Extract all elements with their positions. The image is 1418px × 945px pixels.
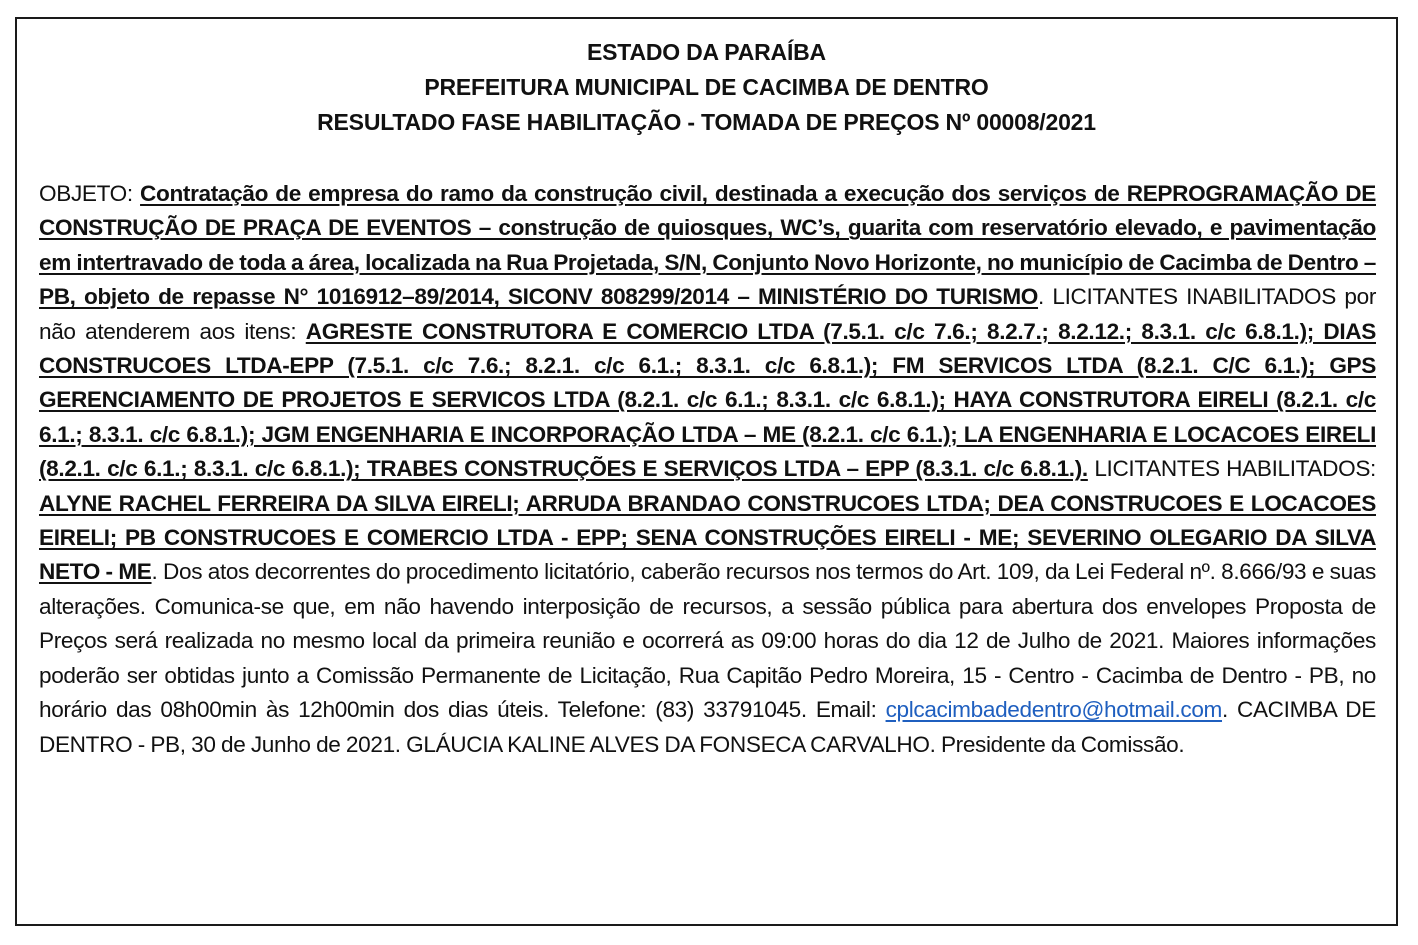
objeto-text: Contratação de empresa do ramo da construção civil, destinada a execução dos serviços de REPROGRAMAÇÃO DE CONSTRUÇÃO DE PRAÇA DE EVENTOS – construção de quiosques, WC’s, guarita com reservatório elevado, e pavimentação em intertravado de toda a área, localizada na Rua Projetada, S/N, Conjunto Novo Horizonte, no município de Cacimba de Dentro – PB, objeto de repasse N° 1016912–89/2014, SICONV 808299/2014 – MINISTÉRIO DO TURISMO xyxy=(39,181,1376,310)
inabilitados-list: AGRESTE CONSTRUTORA E COMERCIO LTDA (7.5.1. c/c 7.6.; 8.2.7.; 8.2.12.; 8.3.1. c/c 6.8.1.); DIAS CONSTRUCOES LTDA-EPP (7.5.1. c/c 7.6.; 8.2.1. c/c 6.1.; 8.3.1. c/c 6.8.1.); FM SERVICOS LTDA (8.2.1. C/C 6.1.); GPS GERENCIAMENTO DE PROJETOS E SERVICOS LTDA (8.2.1. c/c 6.1.; 8.3.1. c/c 6.8.1.); HAYA CONSTRUTORA EIRELI (8.2.1. c/c 6.1.; 8.3.1. c/c 6.8.1.); JGM ENGENHARIA E INCORPORAÇÃO LTDA – ME (8.2.1. c/c 6.1.); LA ENGENHARIA E LOCACOES EIRELI (8.2.1. c/c 6.1.; 8.3.1. c/c 6.8.1.); TRABES CONSTRUÇÕES E SERVIÇOS LTDA – EPP (8.3.1. c/c 6.8.1.). xyxy=(39,318,1376,482)
notice-border xyxy=(15,17,1398,926)
habilitados-label: LICITANTES HABILITADOS: xyxy=(1087,456,1376,482)
objeto-label: OBJETO: xyxy=(39,181,141,206)
closing-text: . Dos atos decorrentes do procedimento licitatório, caberão recursos nos termos do Art. 109, da Lei Federal nº. 8.666/93 e suas alterações. Comunica-se que, em não havendo interposição de recursos, a sessão pública para abertura dos envelopes Proposta de Preços será realizada no mesmo local da primeira reunião e ocorrerá as 09:00 horas do dia 12 de Julho de 2021. Maiores informações poderão ser obtidas junto a Comissão Permanente de Licitação, Rua Capitão Pedro Moreira, 15 - Centro - Cacimba de Dentro - PB, no horário das 08h00min às 12h00min dos dias úteis. Telefone: (83) 33791045. Email: xyxy=(39,559,1376,723)
inabilitados-label: . LICITANTES INABILITADOS por não atenderem aos itens: xyxy=(39,284,1376,344)
notice-body xyxy=(39,177,1376,762)
notice-header xyxy=(17,35,1396,140)
email-link[interactable]: cplcacimbadedentro@hotmail.com xyxy=(885,697,1223,723)
header-state: ESTADO DA PARAÍBA xyxy=(587,39,826,65)
header-title: RESULTADO FASE HABILITAÇÃO - TOMADA DE PREÇOS Nº 00008/2021 xyxy=(317,109,1096,135)
header-municipality: PREFEITURA MUNICIPAL DE CACIMBA DE DENTRO xyxy=(424,74,989,100)
signature-text: . CACIMBA DE DENTRO - PB, 30 de Junho de 2021. GLÁUCIA KALINE ALVES DA FONSECA CARVALHO. Presidente da Comissão. xyxy=(39,697,1376,757)
habilitados-list: ALYNE RACHEL FERREIRA DA SILVA EIRELI; ARRUDA BRANDAO CONSTRUCOES LTDA; DEA CONSTRUCOES E LOCACOES EIRELI; PB CONSTRUCOES E COMERCIO LTDA - EPP; SENA CONSTRUÇÕES EIRELI - ME; SEVERINO OLEGARIO DA SILVA NETO - ME xyxy=(39,490,1376,585)
